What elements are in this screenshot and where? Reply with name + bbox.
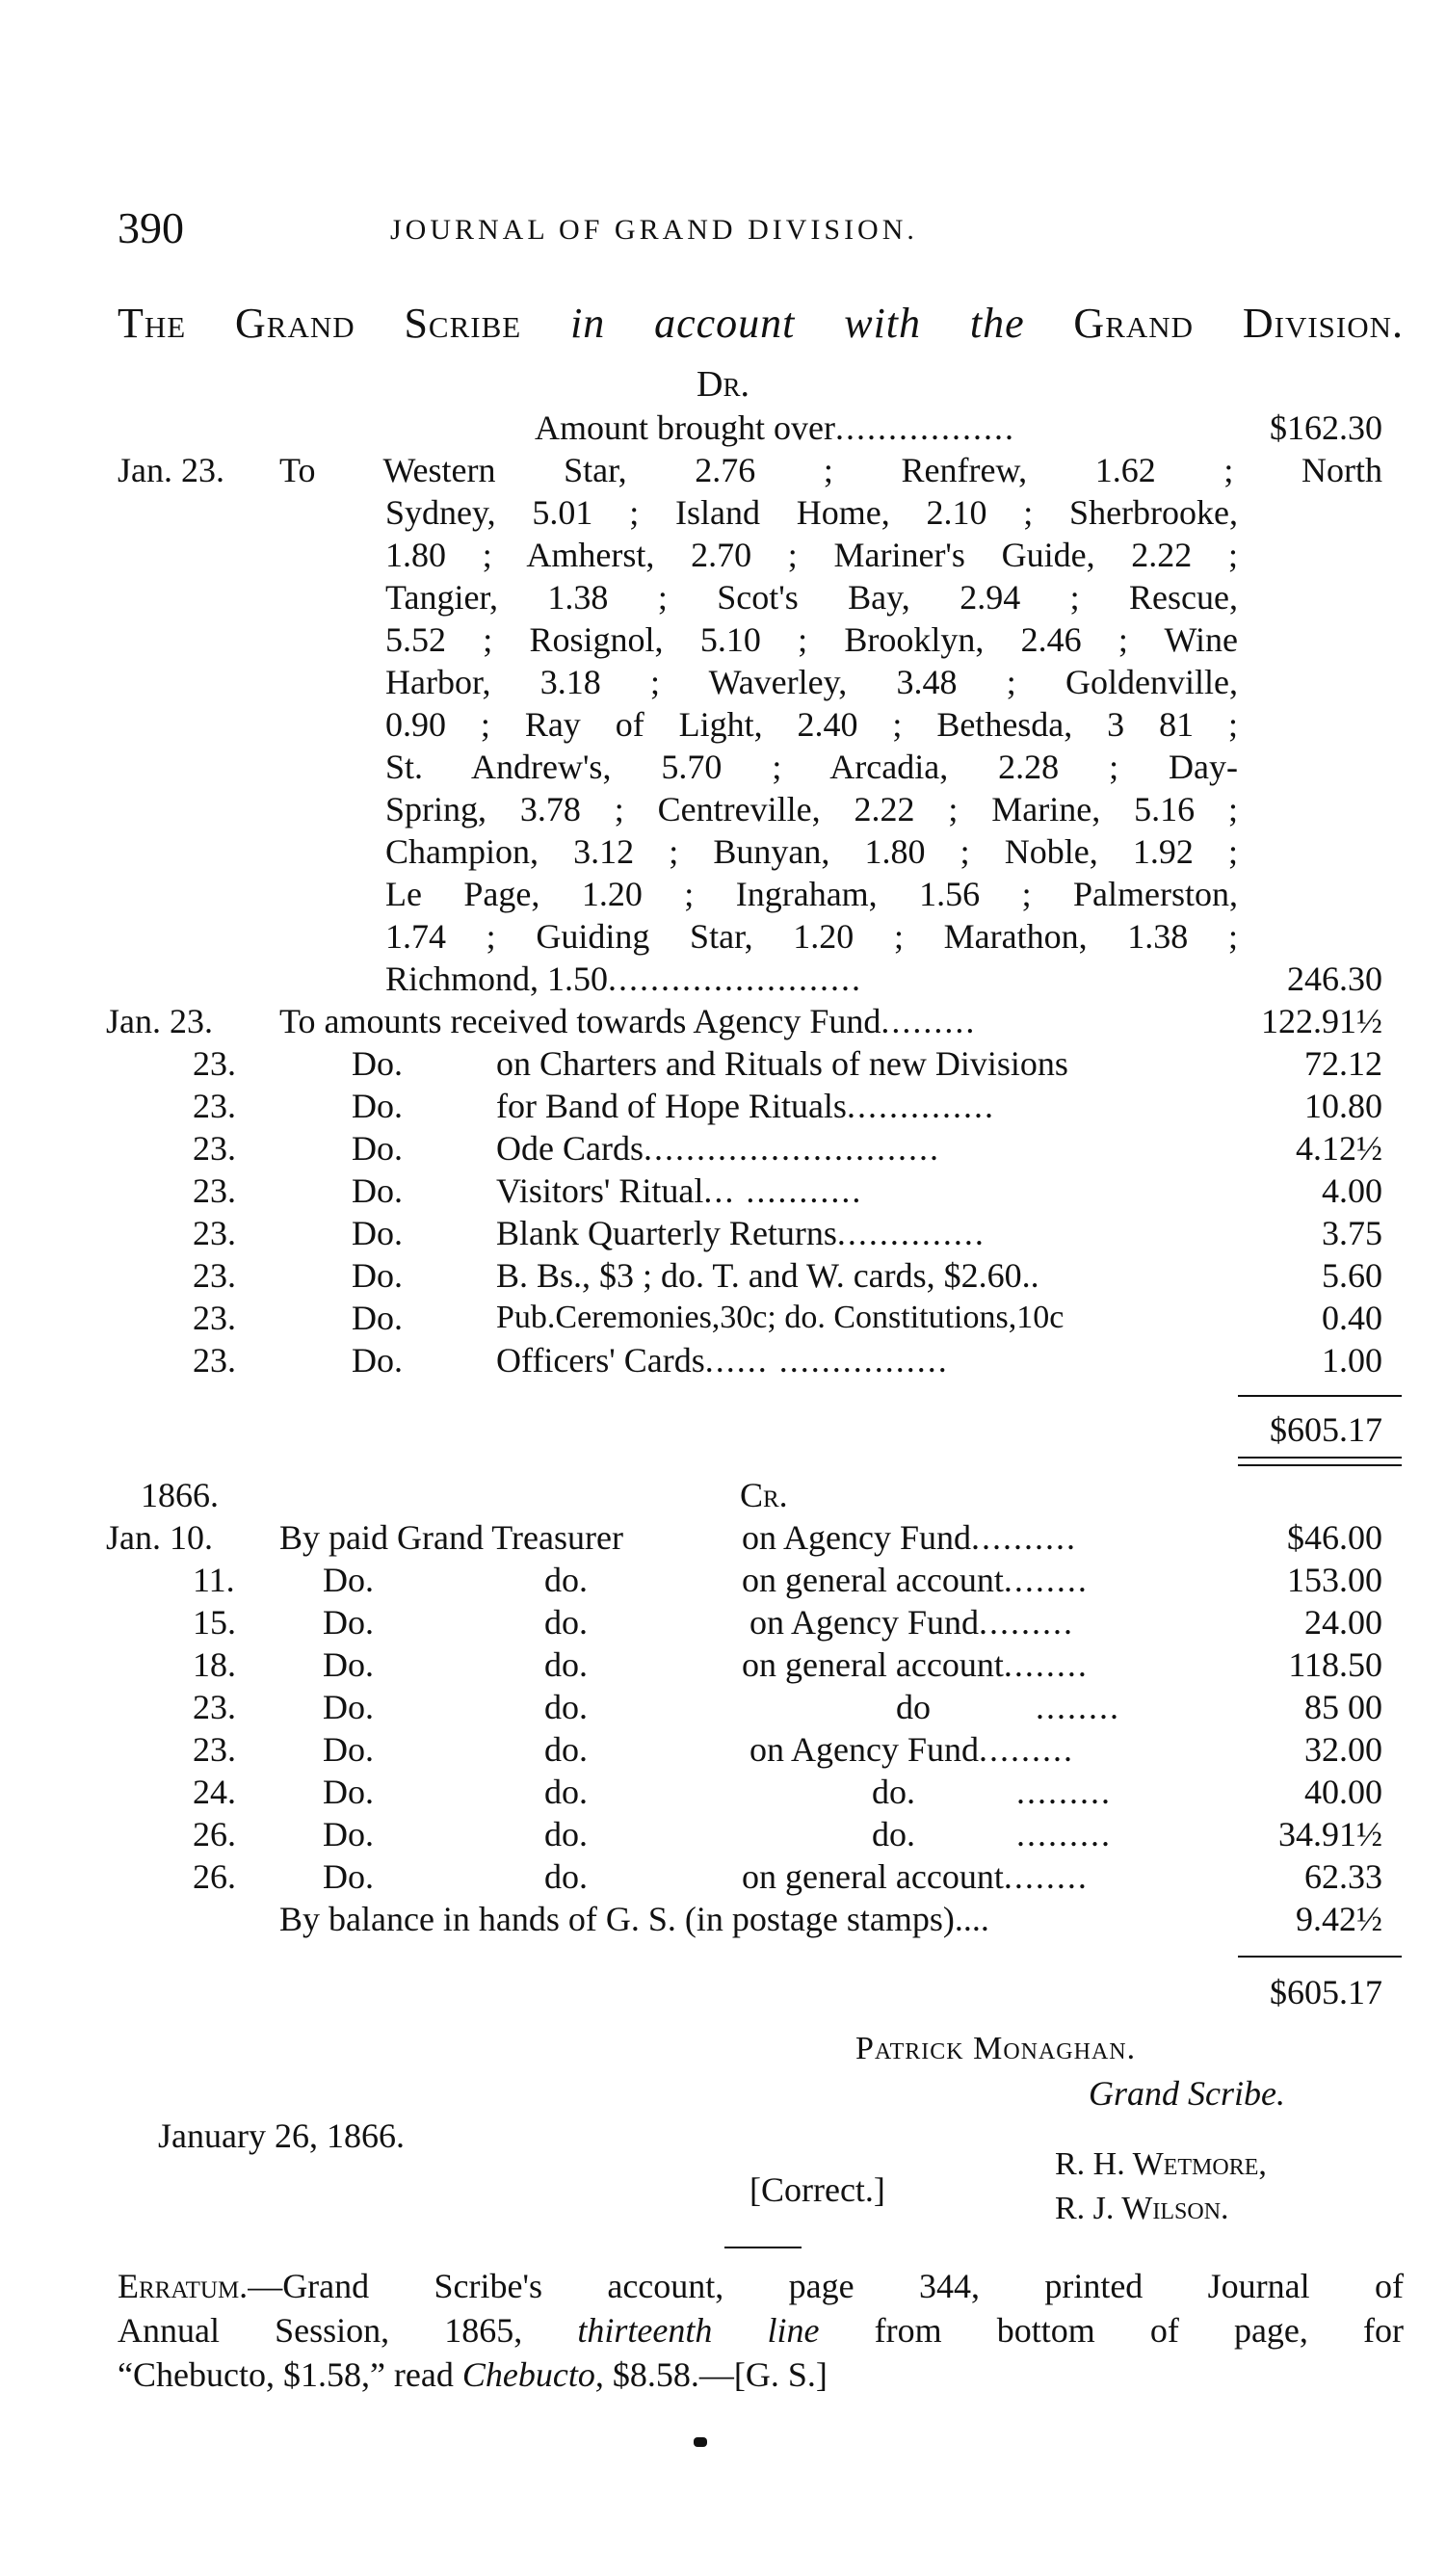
credit-item-row: 11. Do. do. on general account........ 153.00: [193, 1561, 1382, 1599]
debit-item-row: 23. Do. Visitors' Ritual... ........... 4.00: [193, 1171, 1382, 1210]
balance-label: By balance in hands of G. S. (in postage stamps)....: [279, 1900, 989, 1938]
credit-item-ditto: do.: [544, 1645, 588, 1684]
credit-item-ditto: do.: [544, 1688, 588, 1726]
debit-item-desc: Ode Cards: [496, 1129, 644, 1168]
erratum-line: [118, 2353, 1404, 2397]
paragraph-line: Harbor, 3.18 ; Waverley, 3.48 ; Goldenville,: [385, 663, 1238, 701]
western-star-last-row: Richmond, 1.50........................ 246.30: [385, 959, 1382, 998]
credit-item-account: on Agency Fund: [749, 1730, 979, 1769]
credit-item-row: 26. Do. do. on general account........ 62.33: [193, 1857, 1382, 1896]
debit-item-amount: 5.60: [1322, 1256, 1382, 1295]
credit-item-date: 23.: [193, 1688, 236, 1726]
debit-item-desc: Blank Quarterly Returns: [496, 1214, 837, 1252]
paragraph-line: Tangier, 1.38 ; Scot's Bay, 2.94 ; Rescue,: [385, 578, 1238, 617]
debit-item-desc: B. Bs., $3 ; do. T. and W. cards, $2.60..: [496, 1256, 1039, 1295]
auditor-1: R. H. Wetmore,: [1055, 2146, 1267, 2182]
title-part-2: in account with the: [570, 300, 1025, 347]
credit-item-payee: Do.: [323, 1603, 374, 1642]
credit-item-payee: Do.: [323, 1857, 374, 1896]
paragraph-line: Spring, 3.78 ; Centreville, 2.22 ; Marine, 5.16 ;: [385, 790, 1238, 828]
scribe-name: Patrick Monaghan.: [855, 2031, 1137, 2066]
western-star-amount: 246.30: [1287, 959, 1382, 998]
debit-item-row: 23. Do. Ode Cards............................ 4.12½: [193, 1129, 1382, 1168]
debit-item-date: 23.: [193, 1214, 236, 1252]
credit-item-row: 26. Do. do. do. ......... 34.91½: [193, 1815, 1382, 1853]
credit-item-account: on general account: [742, 1857, 1004, 1896]
credit-item-ditto: do.: [544, 1561, 588, 1599]
credit-item-payee: Do.: [323, 1688, 374, 1726]
erratum-text: “Chebucto, $1.58,” read: [118, 2355, 454, 2394]
debit-item-to: Do.: [352, 1256, 403, 1295]
debit-item-amount: 1.00: [1322, 1341, 1382, 1380]
erratum-text: from bottom of page, for: [874, 2311, 1404, 2350]
subtotal-rule: [1238, 1395, 1402, 1397]
credit-item-account: on Agency Fund: [742, 1518, 971, 1557]
debit-item-amount: 4.12½: [1296, 1129, 1382, 1168]
debit-item-date: 23.: [193, 1256, 236, 1295]
debit-item-to: Do.: [352, 1214, 403, 1252]
credit-item-payee: Do.: [323, 1645, 374, 1684]
debit-item-date: 23.: [193, 1341, 236, 1380]
credit-item-ditto: do.: [544, 1603, 588, 1642]
erratum-line: [118, 2264, 1404, 2308]
scribe-title: Grand Scribe.: [1089, 2074, 1285, 2113]
debit-item-row: [193, 1297, 1382, 1339]
balance-amount: 9.42½: [1296, 1900, 1382, 1938]
credit-item-account: do.: [872, 1773, 915, 1811]
credit-item-amount: 32.00: [1304, 1730, 1382, 1769]
western-star-paragraph: [385, 491, 1238, 958]
erratum-note: [118, 2264, 1404, 2397]
credit-heading: Cr.: [740, 1476, 788, 1514]
western-star-lead: To Western Star, 2.76 ; Renfrew, 1.62 ; North: [279, 451, 1382, 489]
credit-item-account: do: [896, 1688, 931, 1726]
paragraph-line: Champion, 3.12 ; Bunyan, 1.80 ; Noble, 1.92 ;: [385, 832, 1238, 871]
credit-item-payee: Do.: [323, 1815, 374, 1853]
paragraph-line: 1.80 ; Amherst, 2.70 ; Mariner's Guide, 2.22 ;: [385, 536, 1238, 574]
title-part-3: Grand Division.: [1073, 300, 1405, 347]
debit-item-amount: 72.12: [1304, 1044, 1382, 1083]
debit-item-to: Do.: [352, 1129, 403, 1168]
credit-item-ditto: do.: [544, 1730, 588, 1769]
debit-item-row: [193, 1042, 1382, 1085]
print-mark: [694, 2437, 707, 2447]
debit-item-desc: on Charters and Rituals of new Divisions: [496, 1044, 1068, 1083]
credit-item-amount: 85 00: [1304, 1688, 1382, 1726]
credit-item-date: Jan. 10.: [106, 1518, 213, 1557]
debit-item-row: [193, 1254, 1382, 1297]
credit-item-amount: 118.50: [1288, 1645, 1382, 1684]
paragraph-line: St. Andrew's, 5.70 ; Arcadia, 2.28 ; Day-: [385, 748, 1238, 786]
debit-item-row: Jan. 23. To amounts received towards Agency Fund......... 122.91½: [106, 1002, 1382, 1040]
credit-item-account: on Agency Fund: [749, 1603, 979, 1642]
running-head: JOURNAL OF GRAND DIVISION.: [390, 214, 918, 246]
credit-item-amount: 24.00: [1304, 1603, 1382, 1642]
debit-item-date: 23.: [193, 1087, 236, 1125]
auditor-2: R. J. Wilson.: [1055, 2191, 1229, 2226]
credit-item-payee: Do.: [323, 1561, 374, 1599]
debit-item-to: Do.: [352, 1044, 403, 1083]
credit-item-ditto: do.: [544, 1815, 588, 1853]
credit-item-row: 24. Do. do. do. ......... 40.00: [193, 1773, 1382, 1811]
paragraph-line: 1.74 ; Guiding Star, 1.20 ; Marathon, 1.38 ;: [385, 917, 1238, 956]
credit-total-rule: [1238, 1956, 1402, 1958]
credit-item-account: do.: [872, 1815, 915, 1853]
credit-item-payee: By paid Grand Treasurer: [279, 1518, 623, 1557]
credit-item-row: 15. Do. do. on Agency Fund......... 24.00: [193, 1603, 1382, 1642]
erratum-text: $8.58.—[G. S.]: [612, 2355, 828, 2394]
brought-over-row: Amount brought over................. $162.30: [535, 408, 1382, 447]
erratum-text: Chebucto,: [461, 2355, 604, 2394]
debit-item-desc: Officers' Cards: [496, 1341, 705, 1380]
correct-note: [Correct.]: [749, 2170, 885, 2209]
brought-over-label: Amount brought over: [535, 408, 835, 447]
debit-item-date: 23.: [193, 1299, 236, 1337]
paragraph-line: Le Page, 1.20 ; Ingraham, 1.56 ; Palmerston,: [385, 875, 1238, 913]
credit-item-row: 18. Do. do. on general account........ 118.50: [193, 1645, 1382, 1684]
debit-item-desc: for Band of Hope Rituals: [496, 1087, 847, 1125]
erratum-label: Erratum.: [118, 2267, 249, 2305]
paragraph-line: 5.52 ; Rosignol, 5.10 ; Brooklyn, 2.46 ; Wine: [385, 620, 1238, 659]
erratum-text: Annual Session, 1865,: [118, 2311, 523, 2350]
debit-item-date: 23.: [193, 1171, 236, 1210]
credit-item-row: Jan. 10. By paid Grand Treasurer on Agency Fund.......... $46.00: [106, 1518, 1382, 1557]
erratum-text: —Grand Scribe's account, page 344, printed Journal of: [248, 2267, 1404, 2305]
debit-item-amount: 0.40: [1322, 1299, 1382, 1337]
debit-item-to: Do.: [352, 1299, 403, 1337]
credit-item-amount: 62.33: [1304, 1857, 1382, 1896]
debit-total: $605.17: [1270, 1410, 1382, 1449]
debit-item-date: Jan. 23.: [106, 1002, 213, 1040]
erratum-text: thirteenth line: [577, 2311, 820, 2350]
debit-item-amount: 4.00: [1322, 1171, 1382, 1210]
credit-item-amount: 40.00: [1304, 1773, 1382, 1811]
erratum-line: [118, 2308, 1404, 2353]
western-star-last-line: Richmond, 1.50: [385, 959, 608, 998]
brought-over-amount: $162.30: [1270, 408, 1382, 447]
credit-item-payee: Do.: [323, 1773, 374, 1811]
credit-total: $605.17: [1270, 1973, 1382, 2011]
title-part-1: The Grand Scribe: [118, 300, 522, 347]
debit-item-to: Do.: [352, 1087, 403, 1125]
western-star-date: Jan. 23.: [118, 451, 224, 489]
credit-item-date: 23.: [193, 1730, 236, 1769]
total-double-rule: [1238, 1457, 1402, 1466]
debit-item-to: Do.: [352, 1341, 403, 1380]
debit-heading: Dr.: [697, 364, 749, 405]
debit-item-desc: Pub.Ceremonies,30c; do. Constitutions,10c: [496, 1300, 1065, 1335]
page-number: 390: [118, 203, 184, 252]
debit-item-to: To amounts received towards Agency Fund: [279, 1002, 881, 1040]
paragraph-line: Sydney, 5.01 ; Island Home, 2.10 ; Sherbrooke,: [385, 493, 1238, 532]
credit-item-date: 26.: [193, 1815, 236, 1853]
credit-item-account: on general account: [742, 1645, 1004, 1684]
credit-year: 1866.: [141, 1476, 219, 1514]
credit-item-date: 26.: [193, 1857, 236, 1896]
credit-item-date: 11.: [193, 1561, 235, 1599]
section-divider: [724, 2247, 802, 2248]
credit-item-row: 23. Do. do. on Agency Fund......... 32.00: [193, 1730, 1382, 1769]
credit-item-date: 15.: [193, 1603, 236, 1642]
credit-item-ditto: do.: [544, 1773, 588, 1811]
credit-item-date: 24.: [193, 1773, 236, 1811]
signature-date: January 26, 1866.: [158, 2116, 405, 2155]
debit-item-row: 23. Do. Blank Quarterly Returns.............. 3.75: [193, 1214, 1382, 1252]
debit-item-date: 23.: [193, 1129, 236, 1168]
debit-item-amount: 3.75: [1322, 1214, 1382, 1252]
debit-item-amount: 10.80: [1304, 1087, 1382, 1125]
credit-item-amount: $46.00: [1287, 1518, 1382, 1557]
credit-item-row: 23. Do. do. do ........ 85 00: [193, 1688, 1382, 1726]
credit-item-date: 18.: [193, 1645, 236, 1684]
account-title: [118, 299, 1404, 348]
credit-item-payee: Do.: [323, 1730, 374, 1769]
debit-item-date: 23.: [193, 1044, 236, 1083]
credit-item-amount: 153.00: [1287, 1561, 1382, 1599]
balance-row: [279, 1898, 1382, 1940]
credit-item-account: on general account: [742, 1561, 1004, 1599]
credit-item-ditto: do.: [544, 1857, 588, 1896]
debit-item-to: Do.: [352, 1171, 403, 1210]
debit-item-desc: Visitors' Ritual: [496, 1171, 704, 1210]
debit-item-row: 23. Do. Officers' Cards...... ................ 1.00: [193, 1341, 1382, 1380]
paragraph-line: 0.90 ; Ray of Light, 2.40 ; Bethesda, 3 81 ;: [385, 705, 1238, 744]
debit-item-amount: 122.91½: [1261, 1002, 1382, 1040]
debit-item-row: 23. Do. for Band of Hope Rituals.............. 10.80: [193, 1087, 1382, 1125]
credit-item-amount: 34.91½: [1278, 1815, 1382, 1853]
